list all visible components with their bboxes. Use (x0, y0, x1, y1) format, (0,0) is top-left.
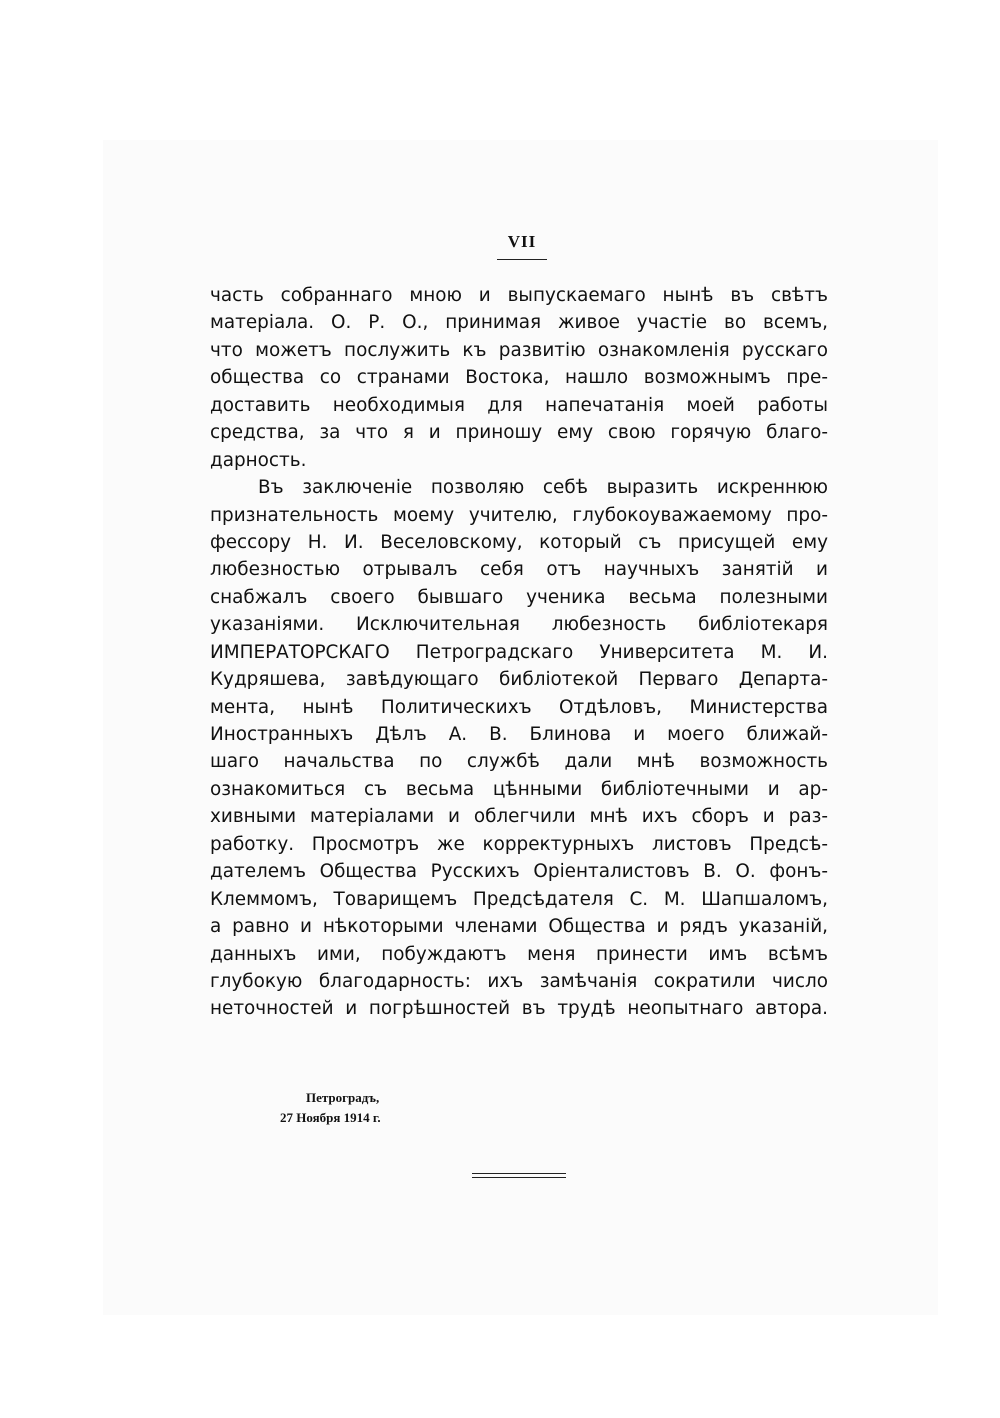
page-number: VII (507, 232, 537, 251)
text-line: указаніями. Исключительная любезность библіотекаря (210, 614, 828, 636)
signature-block (280, 1088, 381, 1128)
text-line: доставить необходимыя для напечатанія моей работы (210, 394, 828, 416)
text-line: дателемъ Общества Русскихъ Оріенталистовъ В. О. фонъ- (210, 861, 828, 883)
text-line: неточностей и погрѣшностей въ трудѣ неопытнаго автора. (210, 998, 828, 1020)
end-ornament-rule (472, 1173, 566, 1178)
text-line: шаго начальства по службѣ дали мнѣ возможность (210, 751, 828, 773)
text-line: что можетъ послужить къ развитію ознакомленія русскаго (210, 339, 828, 361)
text-line: Кудряшева, завѣдующаго библіотекой Перваго Департа- (210, 669, 828, 691)
text-line: фессору Н. И. Веселовскому, который съ присущей ему (210, 531, 828, 553)
text-line: Въ заключеніе позволяю себѣ выразить искреннюю (258, 477, 828, 499)
page-number-underline (497, 259, 547, 260)
signature-place: Петроградъ, (306, 1090, 380, 1105)
text-line: матеріала. О. Р. О., принимая живое участіе во всемъ, (210, 312, 828, 334)
text-line: мента, нынѣ Политическихъ Отдѣловъ, Министерства (210, 696, 828, 718)
text-line: хивными матеріалами и облегчили мнѣ ихъ сборъ и раз- (210, 806, 828, 828)
text-line: ИМПЕРАТОРСКАГО Петроградскаго Университета М. И. (210, 641, 828, 663)
signature-date: 27 Ноября 1914 г. (280, 1110, 381, 1125)
text-line: работку. Просмотръ же корректурныхъ листовъ Предсѣ- (210, 833, 828, 855)
end-rule-line (472, 1173, 566, 1174)
text-line: любезностью отрывалъ себя отъ научныхъ занятій и (210, 559, 828, 581)
text-line: дарность. (210, 449, 307, 471)
text-line: ознакомиться съ весьма цѣнными библіотечными и ар- (210, 778, 828, 800)
end-rule-line (472, 1177, 566, 1178)
text-line: часть собраннаго мною и выпускаемаго нынѣ въ свѣтъ (210, 285, 828, 306)
text-line: глубокую благодарность: ихъ замѣчанія сократили число (210, 970, 828, 992)
text-line: снабжалъ своего бывшаго ученика весьма полезными (210, 586, 828, 608)
text-line: данныхъ ими, побуждаютъ меня принести имъ всѣмъ (210, 943, 828, 965)
text-line: средства, за что я и приношу ему свою горячую благо- (210, 422, 828, 444)
text-line: Клеммомъ, Товарищемъ Предсѣдателя С. М. Шапшаломъ, (210, 888, 828, 910)
text-line: Иностранныхъ Дѣлъ А. В. Блинова и моего ближай- (210, 724, 828, 745)
text-line: признательность моему учителю, глубокоуважаемому про- (210, 504, 828, 526)
text-line: а равно и нѣкоторыми членами Общества и рядъ указаній, (210, 916, 828, 938)
text-line: общества со странами Востока, нашло возможнымъ пре- (210, 367, 828, 389)
body-text (210, 282, 828, 1023)
